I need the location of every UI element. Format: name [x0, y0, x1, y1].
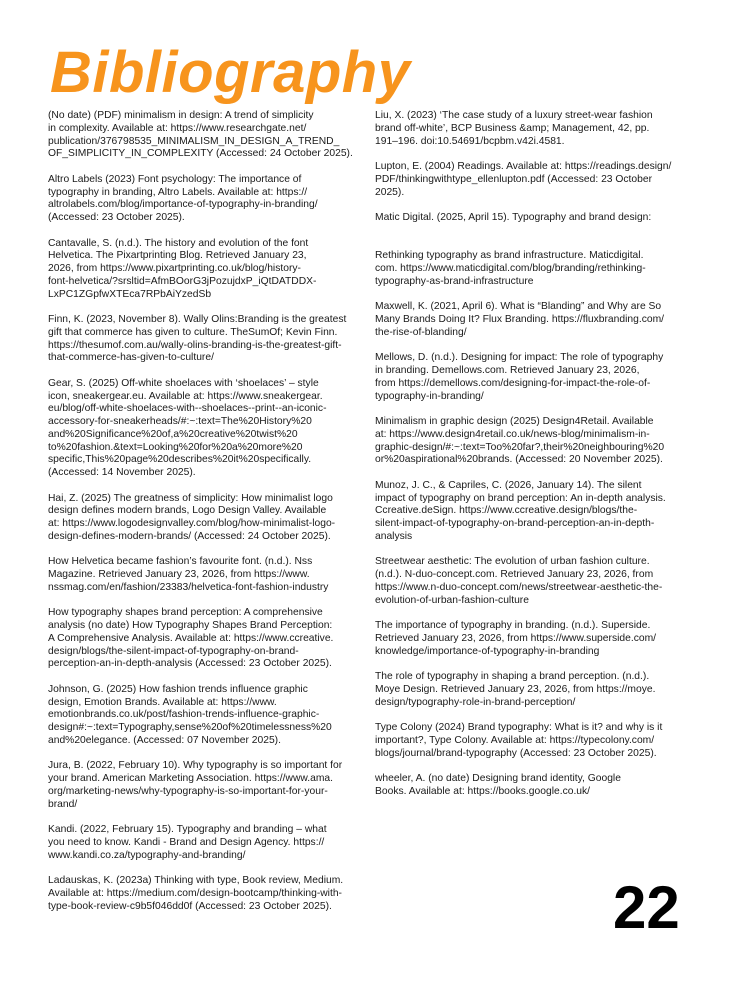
bibliography-entry: Gear, S. (2025) Off-white shoelaces with ‘shoelaces’ – style icon, sneakergear.eu. Available at: https://www.sneakergear. eu/blog/off-white-shoelaces-with--shoelaces--print--an-iconic- accessory-for-sneakerheads/#:~:text=The%20History%20 and%20Significance%20of,a%20creative%20twist%20 to%20fashion.&text=Looking%20for%20a%20more%20 specific,This%20page%20describes%20it%20specifically. (Accessed: 14 November 2025). — [48, 377, 327, 478]
bibliography-entry: Mellows, D. (n.d.). Designing for impact: The role of typography in branding. Demellows.com. Retrieved January 23, 2026, from https://demellows.com/designing-for-impact-the-role-of- typography-in-branding/ — [375, 352, 664, 402]
bibliography-entry: Kandi. (2022, February 15). Typography and branding – what you need to know. Kandi - Brand and Design Agency. https:// www.kandi.co.za/typography-and-branding/ — [48, 824, 327, 861]
bibliography-left-column — [48, 110, 362, 913]
bibliography-entry: How typography shapes brand perception: A comprehensive analysis (no date) How Typography Shapes Brand Perception: A Comprehensive Analysis. Available at: https://www.ccreative. design/blogs/the-silent-impact-of-typography-on-brand- perception-an-in-depth-analysis (Accessed: 23 October 2025). — [48, 607, 334, 670]
bibliography-entry: (No date) (PDF) minimalism in design: A trend of simplicity in complexity. Available at: https://www.researchgate.net/ publication/376798535_MINIMALISM_IN_DESIGN_A_TREND_ OF_SIMPLICITY_IN_COMPLEXITY (Accessed: 24 October 2025). — [48, 110, 353, 160]
bibliography-entry: The role of typography in shaping a brand perception. (n.d.). Moye Design. Retrieved January 23, 2026, from https://moye. design/typography-role-in-brand-perception/ — [375, 671, 656, 708]
bibliography-entry: wheeler, A. (no date) Designing brand identity, Google Books. Available at: https://books.google.co.uk/ — [375, 773, 621, 797]
bibliography-right-column — [375, 110, 695, 799]
bibliography-entry: Lupton, E. (2004) Readings. Available at: https://readings.design/ PDF/thinkingwithtype_ellenlupton.pdf (Accessed: 23 October 2025). — [375, 161, 672, 198]
bibliography-entry: The importance of typography in branding. (n.d.). Superside. Retrieved January 23, 2026, from https://www.superside.com/ knowledge/importance-of-typography-in-branding — [375, 620, 657, 657]
bibliography-entry: How Helvetica became fashion’s favourite font. (n.d.). Nss Magazine. Retrieved January 23, 2026, from https://www. nssmag.com/en/fashion/23383/helvetica-font-fashion-industry — [48, 556, 329, 593]
bibliography-entry: Altro Labels (2023) Font psychology: The importance of typography in branding, Altro Labels. Available at: https:// altrolabels.com/blog/importance-of-typography-in-branding/ (Accessed: 23 October 2025). — [48, 173, 318, 223]
page-number: 22 — [613, 874, 680, 941]
bibliography-entry: Munoz, J. C., & Capriles, C. (2026, January 14). The silent impact of typography on brand perception: An in-depth analysis. Ccreative.deSign. https://www.ccreative.design/blogs/the- silent-impact-of-typography-on-brand-perception-an-in-depth- analysis — [375, 479, 666, 542]
bibliography-entry: Cantavalle, S. (n.d.). The history and evolution of the font Helvetica. The Pixartprinting Blog. Retrieved January 23, 2026, from https://www.pixartprinting.co.uk/blog/history- font-helvetica/?srsltid=AfmBOorG3jPozujdxP_iQtDATDDX- LxPC1ZGpfwXTEca7RPbAiYzedSb — [48, 237, 317, 300]
bibliography-entry: Matic Digital. (2025, April 15). Typography and brand design: — [375, 212, 652, 223]
bibliography-entry: Ladauskas, K. (2023a) Thinking with type, Book review, Medium. Available at: https://medium.com/design-bootcamp/thinking-with- type-book-review-c9b5f046dd0f (Accessed: 23 October 2025). — [48, 875, 344, 912]
bibliography-entry: Maxwell, K. (2021, April 6). What is “Blanding” and Why are So Many Brands Doing It? Flux Branding. https://fluxbranding.com/ the-rise-of-blanding/ — [375, 301, 665, 338]
bibliography-entry: Streetwear aesthetic: The evolution of urban fashion culture. (n.d.). N-duo-concept.com. Retrieved January 23, 2026, from https://www.n-duo-concept.com/news/streetwear-aesthetic-the- evolution-of-urban-fashion-culture — [375, 556, 663, 606]
bibliography-entry: Johnson, G. (2025) How fashion trends influence graphic design, Emotion Brands. Available at: https://www. emotionbrands.co.uk/post/fashion-trends-influence-graphic- design#:~:text=Typography,sense%20of%20timelessness%20 and%20elegance. (Accessed: 07 November 2025). — [48, 683, 332, 746]
bibliography-entry: Hai, Z. (2025) The greatness of simplicity: How minimalist logo design defines modern brands, Logo Design Valley. Available at: https://www.logodesignvalley.com/blog/how-minimalist-logo- design-defines-modern-brands/ (Accessed: 24 October 2025). — [48, 492, 336, 542]
bibliography-entry: Jura, B. (2022, February 10). Why typography is so important for your brand. American Marketing Association. https://www.ama. org/marketing-news/why-typography-is-so-important-for-your- brand/ — [48, 760, 343, 810]
bibliography-entry: Type Colony (2024) Brand typography: What is it? and why is it important?, Type Colony. Available at: https://typecolony.com/ blogs/journal/brand-typography (Accessed: 23 October 2025). — [375, 722, 663, 759]
bibliography-entry: Liu, X. (2023) ‘The case study of a luxury street-wear fashion brand off-white’, BCP Business &amp; Management, 42, pp. 191–196. doi:10.54691/bcpbm.v42i.4581. — [375, 110, 653, 147]
bibliography-entry: Minimalism in graphic design (2025) Design4Retail. Available at: https://www.design4retail.co.uk/news-blog/minimalism-in- graphic-design/#:~:text=Too%20far?,their%20neighbouring%20 or%20aspirational%20brands. (Accessed: 20 November 2025). — [375, 416, 665, 466]
bibliography-entry: Finn, K. (2023, November 8). Wally Olins:Branding is the greatest gift that commerce has given to culture. TheSumOf; Kevin Finn. https://thesumof.com.au/wally-olins-branding-is-the-greatest-gift- that-commerce-has-given-to-culture/ — [48, 314, 347, 364]
bibliography-entry: Rethinking typography as brand infrastructure. Maticdigital. com. https://www.maticdigital.com/blog/branding/rethinking- typography-as-brand-infrastructure — [375, 250, 646, 287]
page-title: Bibliography — [50, 40, 411, 105]
